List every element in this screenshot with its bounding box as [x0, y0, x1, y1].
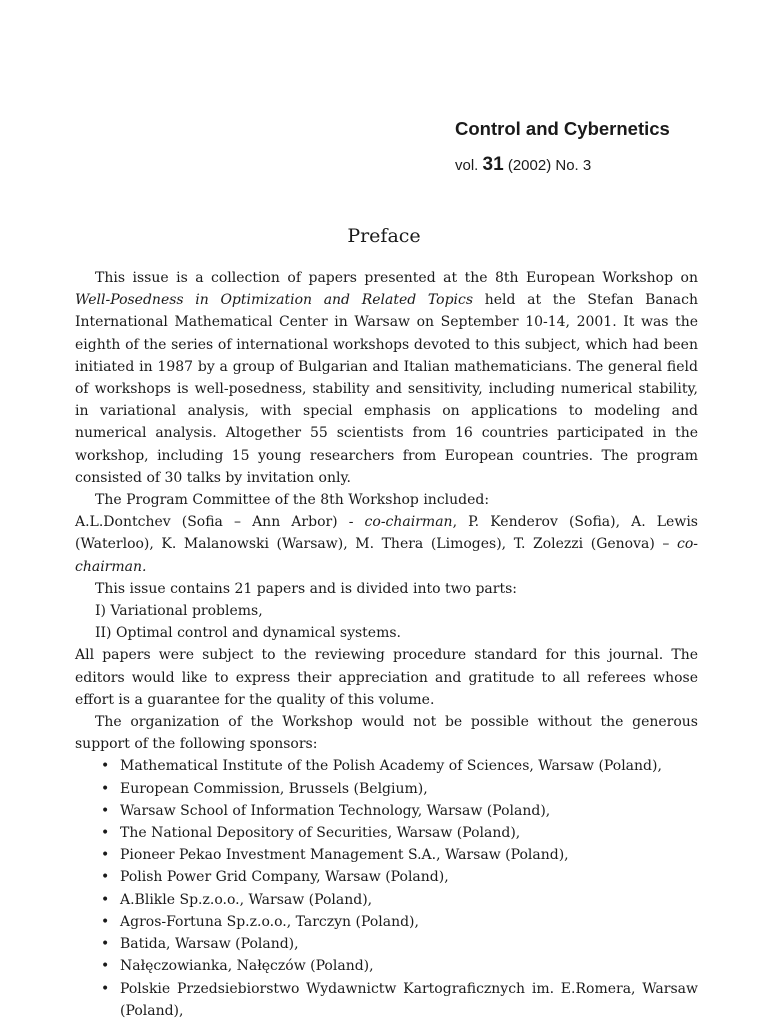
sponsor-name: Polish Power Grid Company, Warsaw (Poland),	[120, 869, 449, 886]
sponsor-item	[75, 822, 698, 844]
committee-role-1: co-chairman	[364, 514, 453, 531]
bullet-icon: •	[101, 958, 110, 975]
sponsor-name: A.Blikle Sp.z.o.o., Warsaw (Poland),	[120, 891, 373, 908]
committee-text-end: , P. Kenderov (Sofia), A. Lewis (Waterloo), K. Malanowski (Warsaw), M. Thera (Limoges), T. Zolezzi (Genova) –	[75, 514, 698, 553]
part-item: I) Variational problems,	[95, 603, 263, 620]
bullet-icon: •	[101, 825, 110, 842]
sponsor-item	[75, 866, 698, 888]
committee-role-2: co-chairman.	[75, 536, 698, 575]
workshop-title: Well-Posedness in Optimization and Related Topics	[75, 292, 474, 309]
intro-text-start: This issue is a collection of papers presented at the 8th European Workshop on	[95, 270, 698, 286]
committee-text-start: A.L.Dontchev (Sofia – Ann Arbor) -	[75, 514, 365, 531]
bullet-icon: •	[101, 869, 110, 886]
sponsor-name: Polskie Przedsiebiorstwo Wydawnictw Kartograficznych im. E.Romera, Warsaw (Poland),	[120, 980, 698, 1019]
preface-title: Preface	[347, 225, 421, 247]
committee-intro: The Program Committee of the 8th Workshop included:	[95, 492, 490, 509]
sponsor-name: Warsaw School of Information Technology, Warsaw (Poland),	[120, 802, 551, 819]
volume-number: 31	[482, 154, 504, 175]
sponsor-name: Pioneer Pekao Investment Management S.A., Warsaw (Poland),	[120, 847, 569, 864]
sponsor-item	[75, 933, 698, 955]
bullet-icon: •	[101, 891, 110, 908]
sponsors-intro: The organization of the Workshop would not be possible without the generous support of the following sponsors:	[75, 714, 698, 753]
intro-text-end: held at the Stefan Banach International Mathematical Center in Warsaw on September 10-14, 2001. It was the eighth of the series of international workshops devoted to this subject, which had been initiated in 1987 by a group of Bulgarian and Italian mathematicians. The general field of workshops is well-posedness, stability and sensitivity, including numerical stability, in variational analysis, with special emphasis on applications to modeling and numerical analysis. Altogether 55 scientists from 16 countries participated in the workshop, including 15 young researchers from European countries. The program consisted of 30 talks by invitation only.	[75, 292, 698, 486]
sponsor-name: The National Depository of Securities, Warsaw (Poland),	[120, 825, 521, 842]
bullet-icon: •	[101, 758, 110, 775]
volume-suffix: (2002) No. 3	[507, 157, 592, 174]
bullet-icon: •	[101, 936, 110, 953]
committee-members	[75, 511, 698, 578]
intro-paragraph	[75, 267, 698, 489]
volume-prefix: vol.	[455, 157, 479, 174]
parts-intro: This issue contains 21 papers and is divided into two parts:	[95, 580, 517, 597]
sponsor-item	[75, 778, 698, 800]
bullet-icon: •	[101, 980, 110, 997]
sponsor-list	[75, 755, 698, 1021]
journal-issue	[455, 155, 755, 176]
sponsor-item	[75, 955, 698, 977]
part-item: II) Optimal control and dynamical systems.	[95, 625, 402, 642]
preface-body	[75, 267, 698, 1022]
sponsor-item	[75, 911, 698, 933]
sponsor-name: Batida, Warsaw (Poland),	[120, 936, 299, 953]
sponsor-name: European Commission, Brussels (Belgium),	[120, 780, 428, 797]
bullet-icon: •	[101, 802, 110, 819]
sponsor-item	[75, 889, 698, 911]
sponsor-item	[75, 844, 698, 866]
journal-title: Control and Cybernetics	[455, 118, 670, 139]
sponsor-item	[75, 755, 698, 777]
review-paragraph: All papers were subject to the reviewing procedure standard for this journal. The editors would like to express their appreciation and gratitude to all referees whose effort is a guarantee for the quality of this volume.	[75, 647, 698, 708]
bullet-icon: •	[101, 780, 110, 797]
bullet-icon: •	[101, 913, 110, 930]
sponsor-item	[75, 800, 698, 822]
parts-list	[75, 600, 698, 644]
journal-header	[455, 117, 755, 176]
sponsor-name: Nałęczowianka, Nałęczów (Poland),	[120, 958, 374, 975]
sponsor-name: Mathematical Institute of the Polish Academy of Sciences, Warsaw (Poland),	[120, 758, 662, 775]
bullet-icon: •	[101, 847, 110, 864]
sponsor-name: Agros-Fortuna Sp.z.o.o., Tarczyn (Poland),	[120, 913, 419, 930]
sponsor-item	[75, 978, 698, 1022]
